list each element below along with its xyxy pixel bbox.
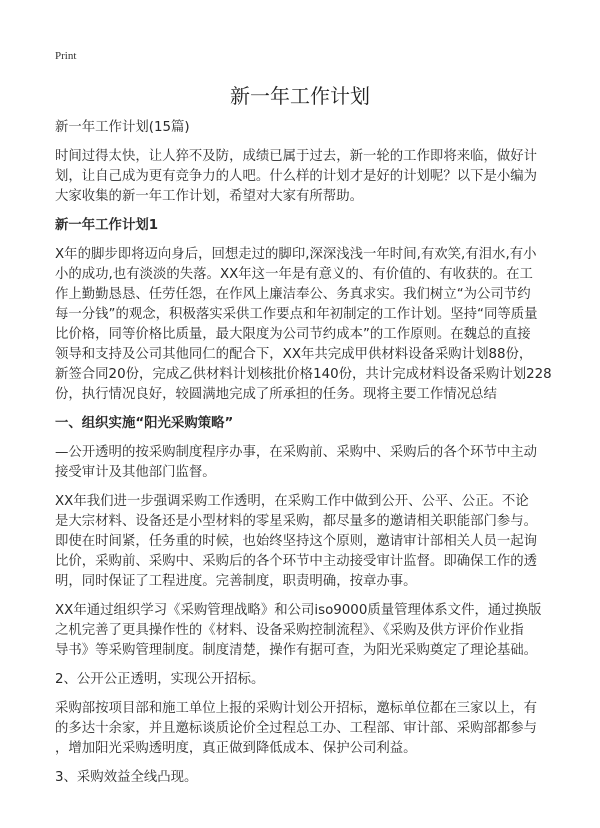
paragraph — [55, 699, 555, 759]
section-heading — [55, 414, 555, 434]
text-line: 时间过得太快，让人猝不及防，成绩已属于过去，新一轮的工作即将来临，做好计 — [55, 149, 538, 164]
paragraph — [55, 245, 555, 405]
paragraph — [55, 443, 555, 483]
paragraph — [55, 147, 555, 207]
text-line: X年的脚步即将迈向身后，回想走过的脚印,深深浅浅一年时间,有欢笑,有泪水,有小 — [55, 247, 537, 262]
text-line: 3、采购效益全线凸现。 — [55, 770, 198, 785]
text-line: 每一分钱”的观念，积极落实采供工作要点和年初制定的工作计划。坚持“同等质量 — [55, 307, 538, 322]
text-line: 划，让自己成为更有竞争力的人吧。什么样的计划才是好的计划呢？以下是小编为 — [55, 169, 538, 184]
text-line: 的多达十余家，并且邀标谈质论价全过程总工办、工程部、审计部、采购部都参与 — [55, 721, 538, 736]
text-line: 即使在时间紧，任务重的时候，也始终坚持这个原则，邀请审计部相关人员一起询 — [55, 534, 538, 549]
paragraph — [55, 670, 555, 690]
text-line: 份，执行情况良好，较圆满地完成了所承担的任务。现将主要工作情况总结 — [55, 387, 497, 402]
section-heading — [55, 216, 555, 236]
page-title: 新一年工作计划 — [230, 84, 370, 108]
text-line: ，增加阳光采购透明度，真正做到降低成本、保护公司利益。 — [55, 741, 417, 756]
text-line: 新一年工作计划(15篇) — [55, 120, 190, 135]
text-line: 领导和支持及公司其他同仁的配合下，XX年共完成甲供材料设备采购计划88份， — [55, 347, 533, 362]
text-line: 比价，采购前、采购中、采购后的各个环节中主动接受审计监督。即确保工作的透 — [55, 554, 538, 569]
text-line: 接受审计及其他部门监督。 — [55, 465, 216, 480]
text-line: 2、公开公正透明，实现公开招标。 — [55, 672, 265, 687]
document-body — [55, 118, 555, 797]
text-line: 作上勤勤恳恳、任劳任怨，在作风上廉洁奉公、务真求实。我们树立“为公司节约 — [55, 287, 531, 302]
text-line: 采购部按项目部和施工单位上报的采购计划公开招标，邀标单位都在三家以上，有 — [55, 701, 538, 716]
paragraph — [55, 492, 555, 592]
text-line: 一、组织实施“阳光采购策略” — [55, 416, 234, 431]
text-line: 导书》等采购管理制度。制度清楚，操作有据可查，为阳光采购奠定了理论基础。 — [55, 643, 538, 658]
text-line: 之机完善了更具操作性的《材料、设备采购控制流程》、《采购及供方评价作业指 — [55, 623, 524, 638]
text-line: 是大宗材料、设备还是小型材料的零星采购，都尽量多的邀请相关职能部门参与。 — [55, 514, 538, 529]
text-line: XX年通过组织学习《采购管理战略》和公司iso9000质量管理体系文件，通过换版 — [55, 603, 542, 618]
print-link[interactable]: Print — [55, 50, 77, 62]
text-line: 新签合同20份，完成乙供材料计划核批价格140份，共计完成材料设备采购计划228 — [55, 367, 552, 382]
paragraph — [55, 601, 555, 661]
paragraph — [55, 118, 555, 138]
text-line: 大家收集的新一年工作计划，希望对大家有所帮助。 — [55, 189, 363, 204]
text-line: 新一年工作计划1 — [55, 218, 159, 233]
text-line: —公开透明的按采购制度程序办事，在采购前、采购中、采购后的各个环节中主动 — [55, 445, 538, 460]
text-line: XX年我们进一步强调采购工作透明，在采购工作中做到公开、公平、公正。不论 — [55, 494, 529, 509]
text-line: 明，同时保证了工程进度。完善制度，职责明确，按章办事。 — [55, 574, 417, 589]
paragraph — [55, 768, 555, 788]
text-line: 比价格，同等价格比质量，最大限度为公司节约成本”的工作原则。在魏总的直接 — [55, 327, 531, 342]
text-line: 小的成功,也有淡淡的失落。XX年这一年是有意义的、有价值的、有收获的。在工 — [55, 267, 533, 282]
